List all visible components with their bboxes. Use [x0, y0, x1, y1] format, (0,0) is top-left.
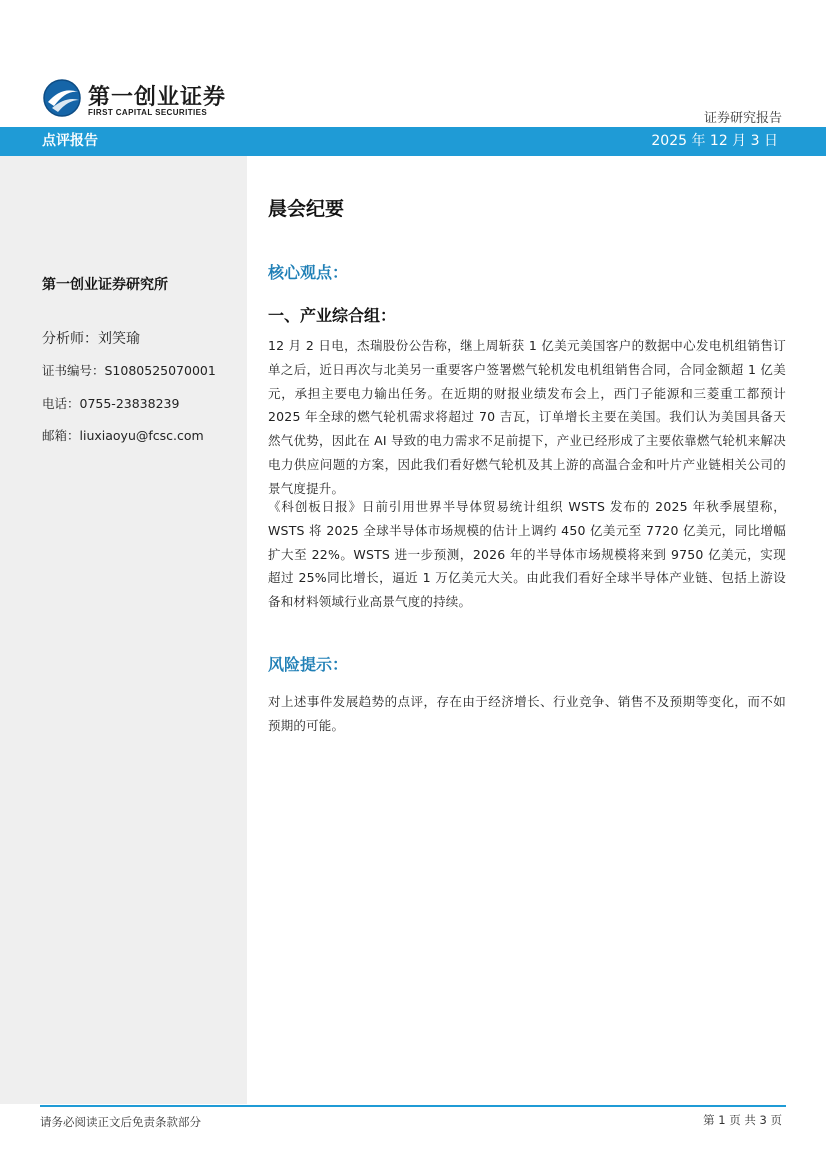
footer-divider	[40, 1105, 786, 1107]
paragraph-risk: 对上述事件发展趋势的点评，存在由于经济增长、行业竞争、销售不及预期等变化，而不如预期的可能。	[268, 694, 786, 733]
paragraph-semiconductor: 《科创板日报》日前引用世界半导体贸易统计组织 WSTS 发布的 2025 年秋季展望称，WSTS 将 2025 全球半导体市场规模的估计上调约 450 亿美元至 7720 亿美元，同比增幅扩大至 22%。WSTS 进一步预测，2026 年的半导体市场规模将来到 9750 亿美元，实现超过 25%同比增长，逼近 1 万亿美元大关。由此我们看好全球半导体产业链、包括上游设备和材料领域行业高景气度的持续。	[268, 499, 786, 610]
report-type-label: 证券研究报告	[703, 111, 782, 126]
certificate-number: 证书编号：S1080525070001	[42, 363, 216, 378]
report-category: 点评报告	[42, 133, 98, 149]
report-date: 2025 年 12 月 3 日	[651, 133, 778, 149]
institute-name: 第一创业证券研究所	[42, 277, 168, 293]
email-address: 邮箱：liuxiaoyu@fcsc.com	[42, 428, 204, 443]
sidebar	[0, 156, 247, 1104]
footer-disclaimer: 请务必阅读正文后免责条款部分	[40, 1115, 201, 1129]
industry-group-heading: 一、产业综合组：	[268, 306, 397, 325]
company-name-en: FIRST CAPITAL SECURITIES	[88, 108, 208, 117]
document-title: 晨会纪要	[268, 198, 345, 220]
risk-heading: 风险提示：	[268, 655, 349, 674]
paragraph-gas-turbine: 12 月 2 日电，杰瑞股份公告称，继上周斩获 1 亿美元美国客户的数据中心发电机组销售订单之后，近日再次与北美另一重要客户签署燃气轮机发电机组销售合同，合同金额超 1 亿美元，承担主要电力输出任务。在近期的财报业绩发布会上，西门子能源和三菱重工都预计 2025 年全球的燃气轮机需求将超过 70 吉瓦，订单增长主要在美国。我们认为美国具备天然气优势，因此在 AI 导致的电力需求不足前提下，产业已经形成了主要依靠燃气轮机来解决电力供应问题的方案，因此我们看好燃气轮机及其上游的高温合金和叶片产业链相关公司的景气度提升。	[268, 338, 786, 496]
analyst-name: 分析师：刘笑瑜	[42, 331, 140, 347]
core-views-heading: 核心观点：	[268, 263, 349, 282]
page-number: 第 1 页 共 3 页	[703, 1113, 782, 1127]
company-logo	[42, 78, 242, 122]
globe-logo-icon	[42, 78, 82, 118]
phone-number: 电话：0755-23838239	[42, 396, 180, 411]
company-name-cn: 第一创业证券	[88, 85, 227, 110]
header-bar	[0, 127, 826, 156]
